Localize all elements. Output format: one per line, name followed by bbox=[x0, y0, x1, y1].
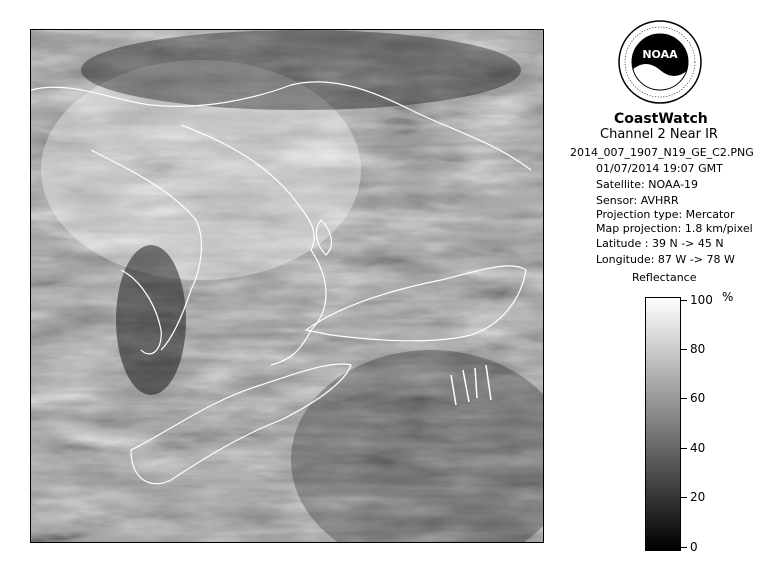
scale-tick bbox=[681, 300, 687, 301]
scale-title: Reflectance bbox=[632, 271, 697, 284]
scale-tick-label: 40 bbox=[690, 441, 706, 455]
scale-tick bbox=[681, 497, 687, 498]
product-title: CoastWatch bbox=[614, 111, 708, 127]
projection-type-label: Projection type: Mercator bbox=[596, 208, 735, 221]
sensor-label: Sensor: AVHRR bbox=[596, 194, 679, 207]
reflectance-color-bar bbox=[645, 297, 681, 551]
map-projection-label: Map projection: 1.8 km/pixel bbox=[596, 222, 753, 235]
scale-tick-label: 100 bbox=[690, 293, 713, 307]
dark-lake-michigan bbox=[116, 245, 186, 395]
dark-region-north bbox=[81, 30, 521, 110]
noaa-logo-text: NOAA bbox=[642, 48, 678, 61]
datetime-label: 01/07/2014 19:07 GMT bbox=[596, 162, 723, 175]
scale-tick-label: 20 bbox=[690, 490, 706, 504]
satellite-imagery-graphic bbox=[31, 30, 544, 543]
latitude-label: Latitude : 39 N -> 45 N bbox=[596, 237, 724, 250]
scale-tick bbox=[681, 398, 687, 399]
longitude-label: Longitude: 87 W -> 78 W bbox=[596, 253, 735, 266]
noaa-logo-icon bbox=[618, 20, 702, 104]
scale-tick-label: 60 bbox=[690, 391, 706, 405]
scale-tick bbox=[681, 448, 687, 449]
scale-tick-label: 80 bbox=[690, 342, 706, 356]
noaa-logo bbox=[618, 20, 702, 104]
scale-tick-label: 0 bbox=[690, 540, 698, 554]
scale-tick bbox=[681, 349, 687, 350]
filename-label: 2014_007_1907_N19_GE_C2.PNG bbox=[570, 146, 754, 159]
channel-label: Channel 2 Near IR bbox=[600, 127, 718, 142]
scale-unit: % bbox=[722, 290, 734, 304]
scale-tick bbox=[681, 547, 687, 548]
satellite-image bbox=[30, 29, 544, 543]
satellite-label: Satellite: NOAA-19 bbox=[596, 178, 699, 191]
